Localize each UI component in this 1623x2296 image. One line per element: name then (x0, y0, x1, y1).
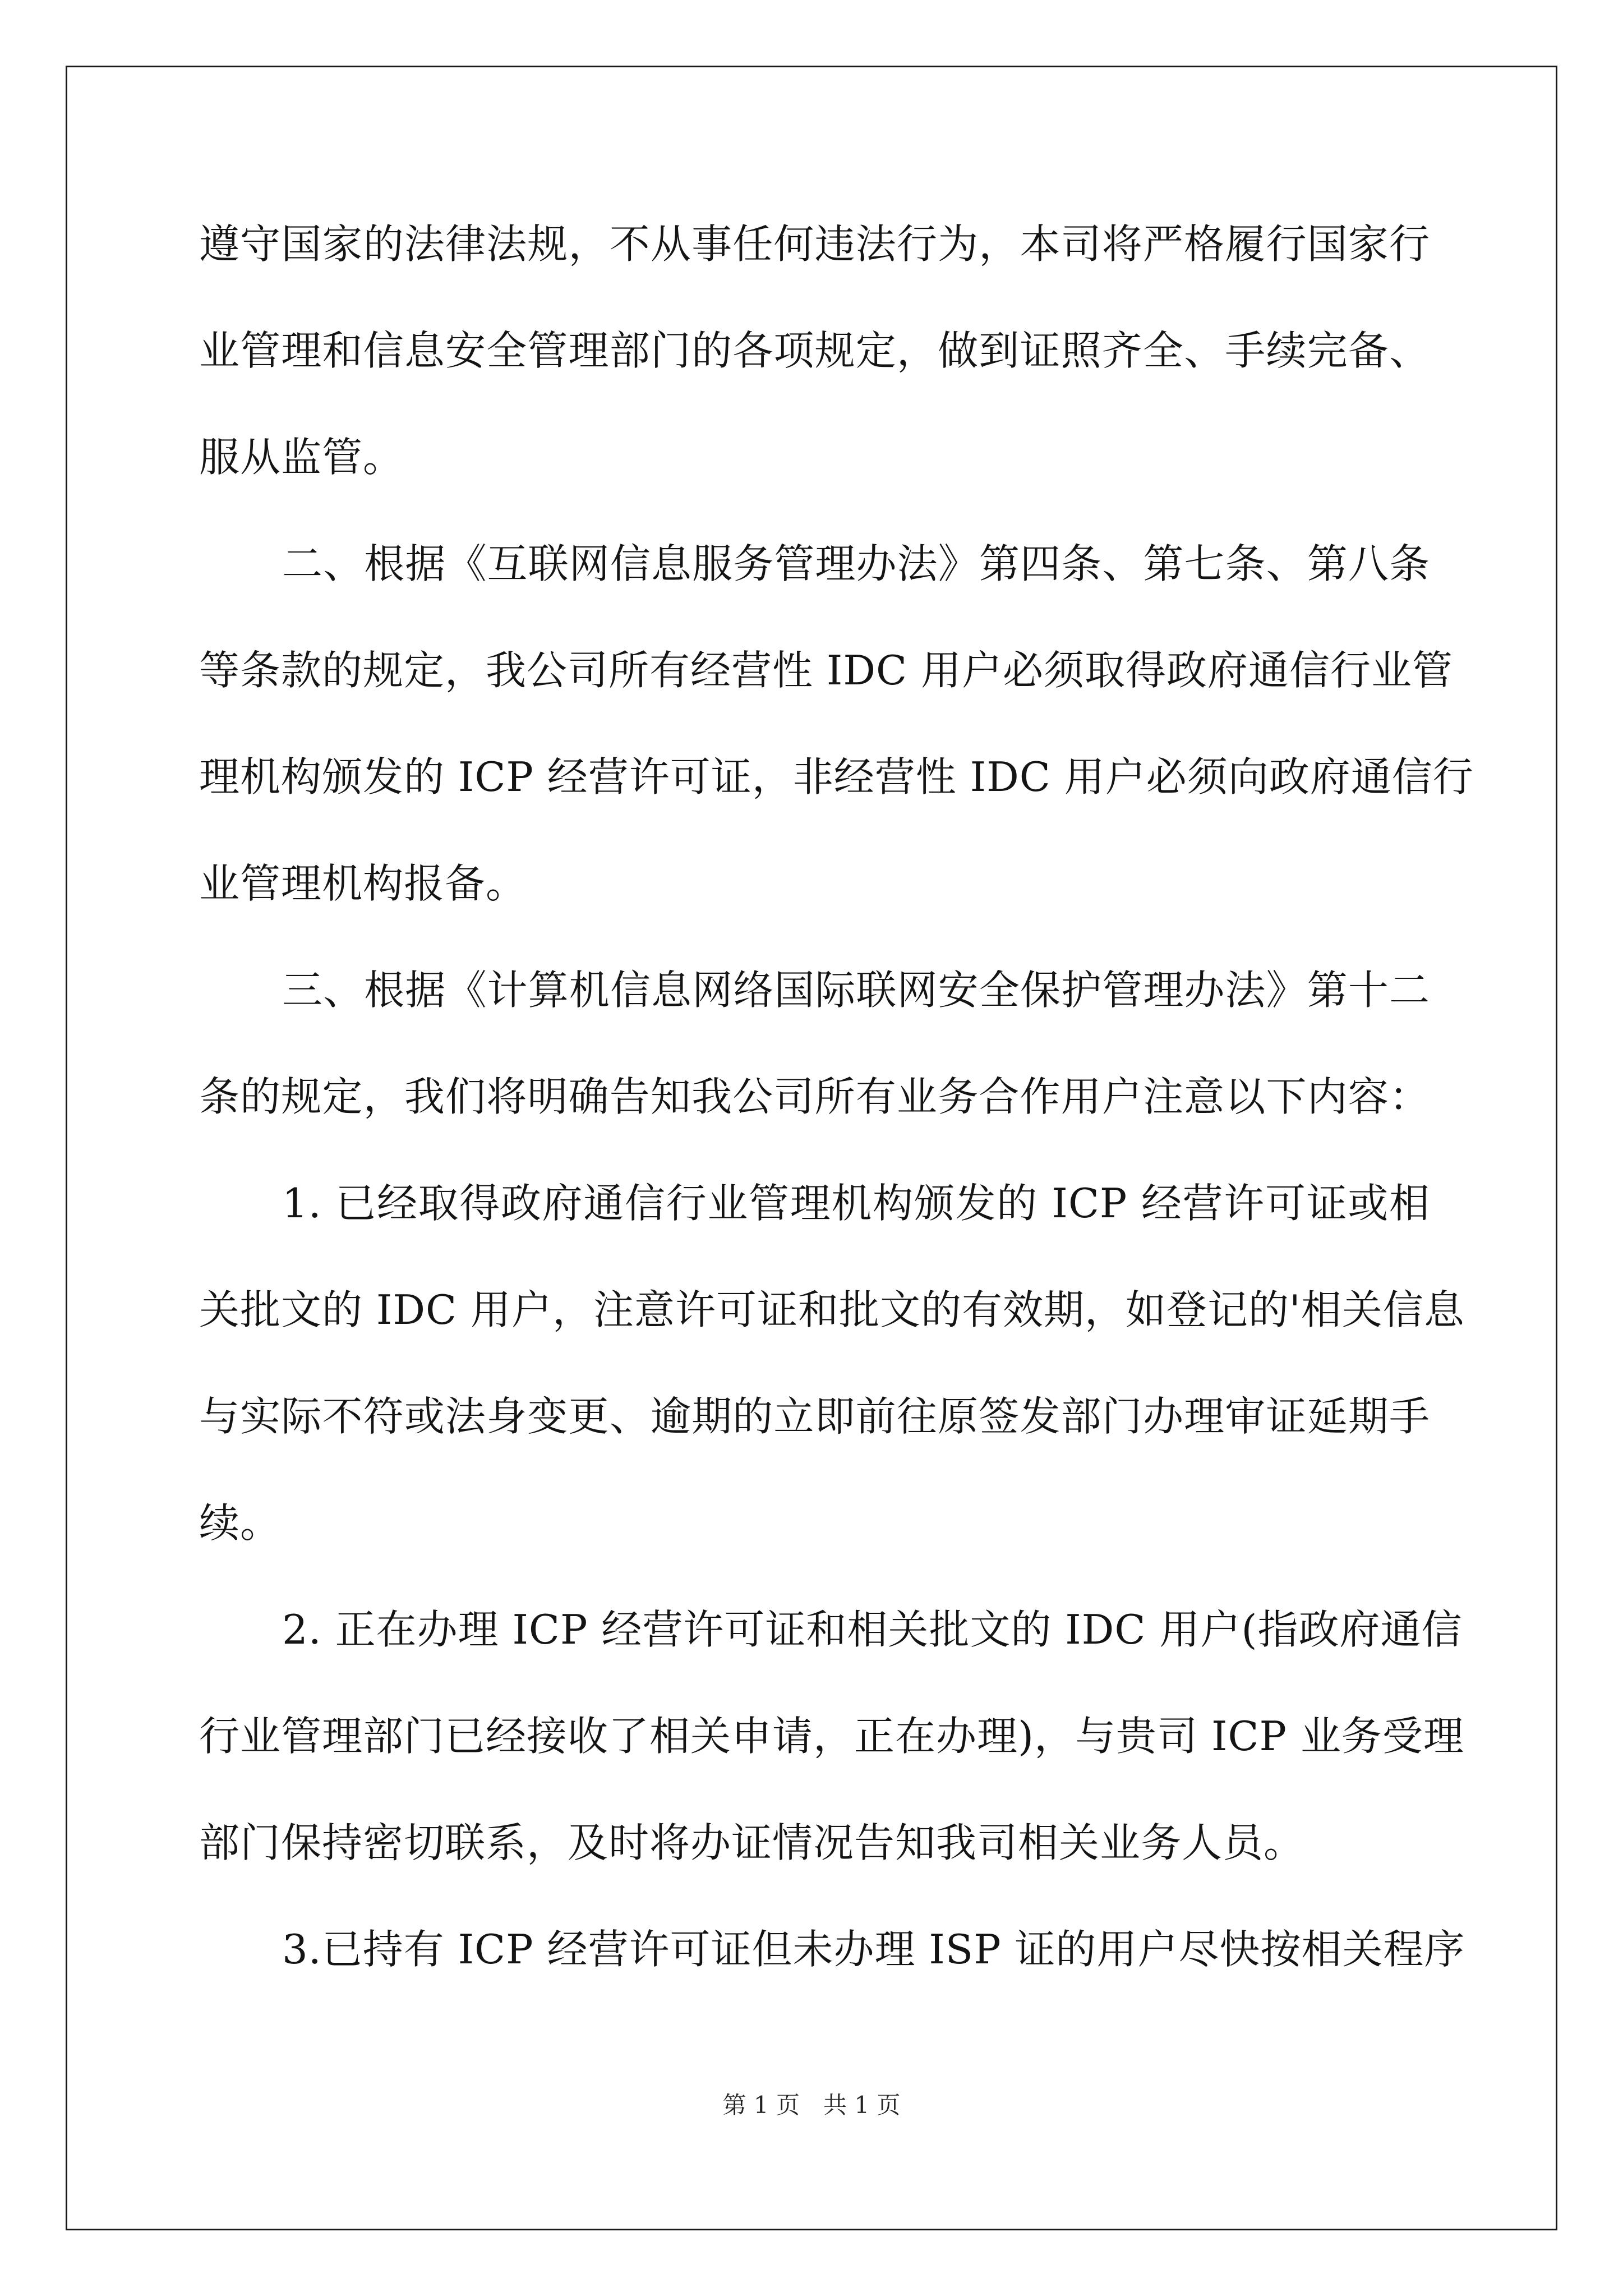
text-line: 关批文的 IDC 用户，注意许可证和批文的有效期，如登记的'相关信息 (199, 1286, 1465, 1333)
page-border (66, 66, 1557, 2230)
text-line: 二、根据《互联网信息服务管理办法》第四条、第七条、第八条 (282, 540, 1430, 587)
text-line: 行业管理部门已经接收了相关申请，正在办理)，与贵司 ICP 业务受理 (199, 1713, 1464, 1760)
text-line: 理机构颁发的 ICP 经营许可证，非经营性 IDC 用户必须向政府通信行 (199, 753, 1474, 800)
text-line: 与实际不符或法身变更、逾期的立即前往原签发部门办理审证延期手 (199, 1393, 1430, 1440)
text-line: 三、根据《计算机信息网络国际联网安全保护管理办法》第十二 (282, 967, 1430, 1014)
text-line: 业管理和信息安全管理部门的各项规定，做到证照齐全、手续完备、 (199, 327, 1430, 374)
text-line: 业管理机构报备。 (199, 860, 527, 907)
text-line: 1. 已经取得政府通信行业管理机构颁发的 ICP 经营许可证或相 (282, 1180, 1430, 1227)
text-line: 服从监管。 (199, 434, 404, 481)
text-line: 等条款的规定，我公司所有经营性 IDC 用户必须取得政府通信行业管 (199, 647, 1454, 694)
text-line: 2. 正在办理 ICP 经营许可证和相关批文的 IDC 用户(指政府通信 (282, 1606, 1463, 1653)
text-line: 3.已持有 ICP 经营许可证但未办理 ISP 证的用户尽快按相关程序 (282, 1926, 1465, 1973)
text-line: 部门保持密切联系，及时将办证情况告知我司相关业务人员。 (199, 1819, 1305, 1866)
text-line: 条的规定，我们将明确告知我公司所有业务合作用户注意以下内容： (199, 1073, 1430, 1120)
page-number: 第 1 页 共 1 页 (722, 2091, 901, 2119)
text-line: 续。 (199, 1499, 282, 1547)
text-line: 遵守国家的法律法规，不从事任何违法行为，本司将严格履行国家行 (199, 220, 1430, 268)
